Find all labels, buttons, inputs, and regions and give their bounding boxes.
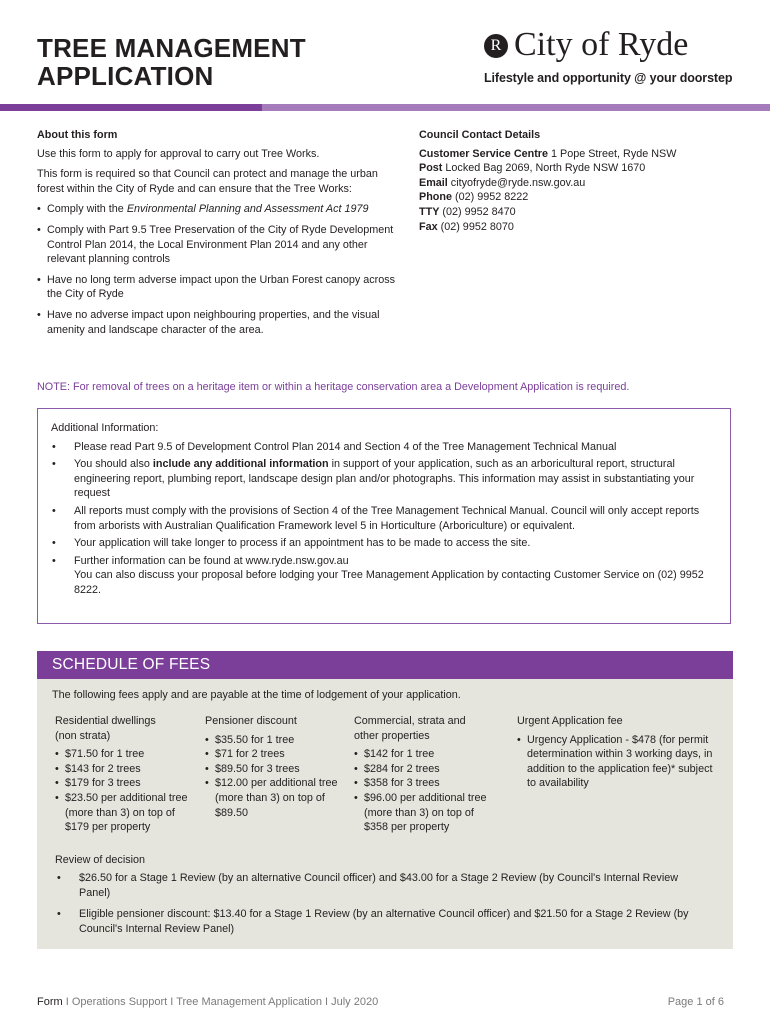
contact-phone: [419, 190, 739, 205]
list-item: • Eligible pensioner discount: $13.40 for a Stage 1 Review (by an alternative Council officer) and $21.50 for a Stage 2 Review (by Council's Internal Review Panel): [56, 907, 696, 936]
list-item: [51, 457, 718, 501]
centre-value: 1 Pope Street, Ryde NSW: [548, 147, 677, 160]
list-item: • $35.50 for 1 tree: [205, 733, 343, 748]
list-item: • $284 for 2 trees: [354, 762, 499, 777]
title-line-2: APPLICATION: [37, 61, 214, 91]
about-intro: Use this form to apply for approval to carry out Tree Works.: [37, 147, 320, 160]
list-item: • $358 for 3 trees: [354, 776, 499, 791]
bullet1-prefix: Comply with the: [47, 203, 127, 216]
fees-heading: SCHEDULE OF FEES: [37, 651, 733, 679]
fee-col-commercial: [354, 714, 499, 835]
footer-details: I Operations Support I Tree Management Application I July 2020: [62, 996, 379, 1008]
list-item: • $12.00 per additional tree (more than 3) on top of $89.50: [205, 776, 343, 820]
list-item: • $143 for 2 trees: [55, 762, 195, 777]
phone-value: (02) 9952 8222: [452, 191, 529, 204]
list-item: • Please read Part 9.5 of Development Control Plan 2014 and Section 4 of the Tree Management Technical Manual: [51, 440, 718, 455]
pensioner-fee-list: [205, 733, 343, 821]
list-item: • Have no long term adverse impact upon the Urban Forest canopy across the City of Ryde: [37, 273, 407, 302]
fax-value: (02) 9952 8070: [437, 220, 514, 233]
about-section: [37, 128, 407, 343]
commercial-heading: [354, 714, 499, 743]
fees-panel: [37, 679, 733, 949]
contact-centre: [419, 147, 739, 162]
list-item: • Have no adverse impact upon neighbouring properties, and the visual amenity and landscape character of the area.: [37, 308, 407, 337]
post-label: Post: [419, 162, 443, 175]
residential-head1: Residential dwellings: [55, 715, 156, 727]
list-item: • Your application will take longer to process if an appointment has to be made to access the site.: [51, 536, 718, 551]
contact-fax: [419, 220, 739, 235]
contact-post: [419, 161, 739, 176]
list-item: [37, 202, 407, 217]
bullet1-italic: Environmental Planning and Assessment Act 1979: [126, 203, 369, 216]
fax-label: Fax: [419, 220, 438, 233]
fees-intro: The following fees apply and are payable at the time of lodgement of your application.: [52, 689, 461, 701]
about-purpose: This form is required so that Council can protect and manage the urban forest within the City of Ryde and can ensure that the Tree Works:: [37, 168, 378, 195]
item2-post: in support of your application, such as an arboricultural report, structural engineering report, plumbing report, landscape design plan and/or photographs. This information may assist in substantiating your request: [74, 458, 695, 500]
list-item: • $23.50 per additional tree (more than 3) on top of $179 per property: [55, 791, 195, 835]
centre-label: Customer Service Centre: [419, 147, 549, 160]
list-item: • $142 for 1 tree: [354, 747, 499, 762]
urgent-heading: Urgent Application fee: [517, 715, 623, 727]
commercial-head2: other properties: [354, 729, 430, 742]
list-item: • $26.50 for a Stage 1 Review (by an alternative Council officer) and $43.00 for a Stage 2 Review (by Council's Internal Review Panel): [56, 871, 696, 900]
about-heading: About this form: [37, 129, 118, 141]
item5-line1: Further information can be found at www.ryde.nsw.gov.au: [74, 554, 349, 567]
tree-works-list: [37, 202, 407, 337]
list-item: • $71 for 2 trees: [205, 747, 343, 762]
item2-bold: include any additional information: [152, 458, 329, 471]
post-value: Locked Bag 2069, North Ryde NSW 1670: [442, 162, 646, 175]
title-line-1: TREE MANAGEMENT: [37, 33, 306, 63]
tty-label: TTY: [419, 205, 440, 218]
residential-fee-list: [55, 747, 195, 835]
fee-col-pensioner: [205, 714, 343, 820]
urgent-fee-list: [517, 733, 717, 791]
item2-pre: You should also: [74, 458, 153, 471]
email-value[interactable]: cityofryde@ryde.nsw.gov.au: [447, 176, 586, 189]
item5-line2: You can also discuss your proposal before lodging your Tree Management Application by contacting Customer Service on (02) 9952 8222.: [74, 569, 704, 596]
city-of-ryde-logo: [484, 28, 740, 90]
list-item: • All reports must comply with the provisions of Section 4 of the Tree Management Technical Manual. Council will only accept reports from arborists with Australian Qualification Framework level 5 in Horticulture (Arboriculture) or equivalent.: [51, 504, 718, 533]
commercial-head1: Commercial, strata and: [354, 715, 466, 727]
additional-info-box: [37, 408, 731, 624]
residential-head2: (non strata): [55, 729, 111, 742]
footer-form-label: Form: [37, 996, 63, 1008]
contact-heading: Council Contact Details: [419, 129, 541, 141]
residential-heading: [55, 714, 195, 743]
contact-email: [419, 176, 739, 191]
page-title: [37, 34, 367, 90]
additional-info-list: [51, 440, 718, 598]
list-item: • Urgency Application - $478 (for permit determination within 3 working days, in addition to the application fee)* subject to availability: [517, 733, 717, 791]
list-item: • $96.00 per additional tree (more than 3) on top of $358 per property: [354, 791, 499, 835]
list-item: • $89.50 for 3 trees: [205, 762, 343, 777]
heritage-note: NOTE: For removal of trees on a heritage item or within a heritage conservation area a Development Application is required.: [37, 381, 630, 393]
footer-form-info: [37, 995, 378, 1009]
review-fee-list: [56, 871, 696, 943]
phone-label: Phone: [419, 191, 452, 204]
tty-value: (02) 9952 8470: [439, 205, 516, 218]
fee-col-urgent: [517, 714, 717, 791]
email-label: Email: [419, 176, 448, 189]
header-band-light: [262, 104, 770, 111]
commercial-fee-list: [354, 747, 499, 835]
contact-tty: [419, 205, 739, 220]
fee-col-residential: [55, 714, 195, 835]
pensioner-heading: Pensioner discount: [205, 715, 297, 727]
list-item: • $179 for 3 trees: [55, 776, 195, 791]
additional-heading: Additional Information:: [51, 422, 159, 434]
ryde-logo-icon: R: [484, 34, 508, 58]
header-band-dark: [0, 104, 262, 111]
logo-name: City of Ryde: [514, 26, 689, 63]
review-heading: Review of decision: [55, 854, 146, 866]
logo-tagline: Lifestyle and opportunity @ your doorstep: [484, 71, 733, 85]
list-item: • Comply with Part 9.5 Tree Preservation of the City of Ryde Development Control Plan 2014, the Local Environment Plan 2014 and any other relevant planning controls: [37, 223, 407, 267]
contact-section: [419, 128, 739, 234]
page-number: Page 1 of 6: [667, 996, 724, 1008]
list-item: • $71.50 for 1 tree: [55, 747, 195, 762]
list-item: [51, 554, 718, 598]
